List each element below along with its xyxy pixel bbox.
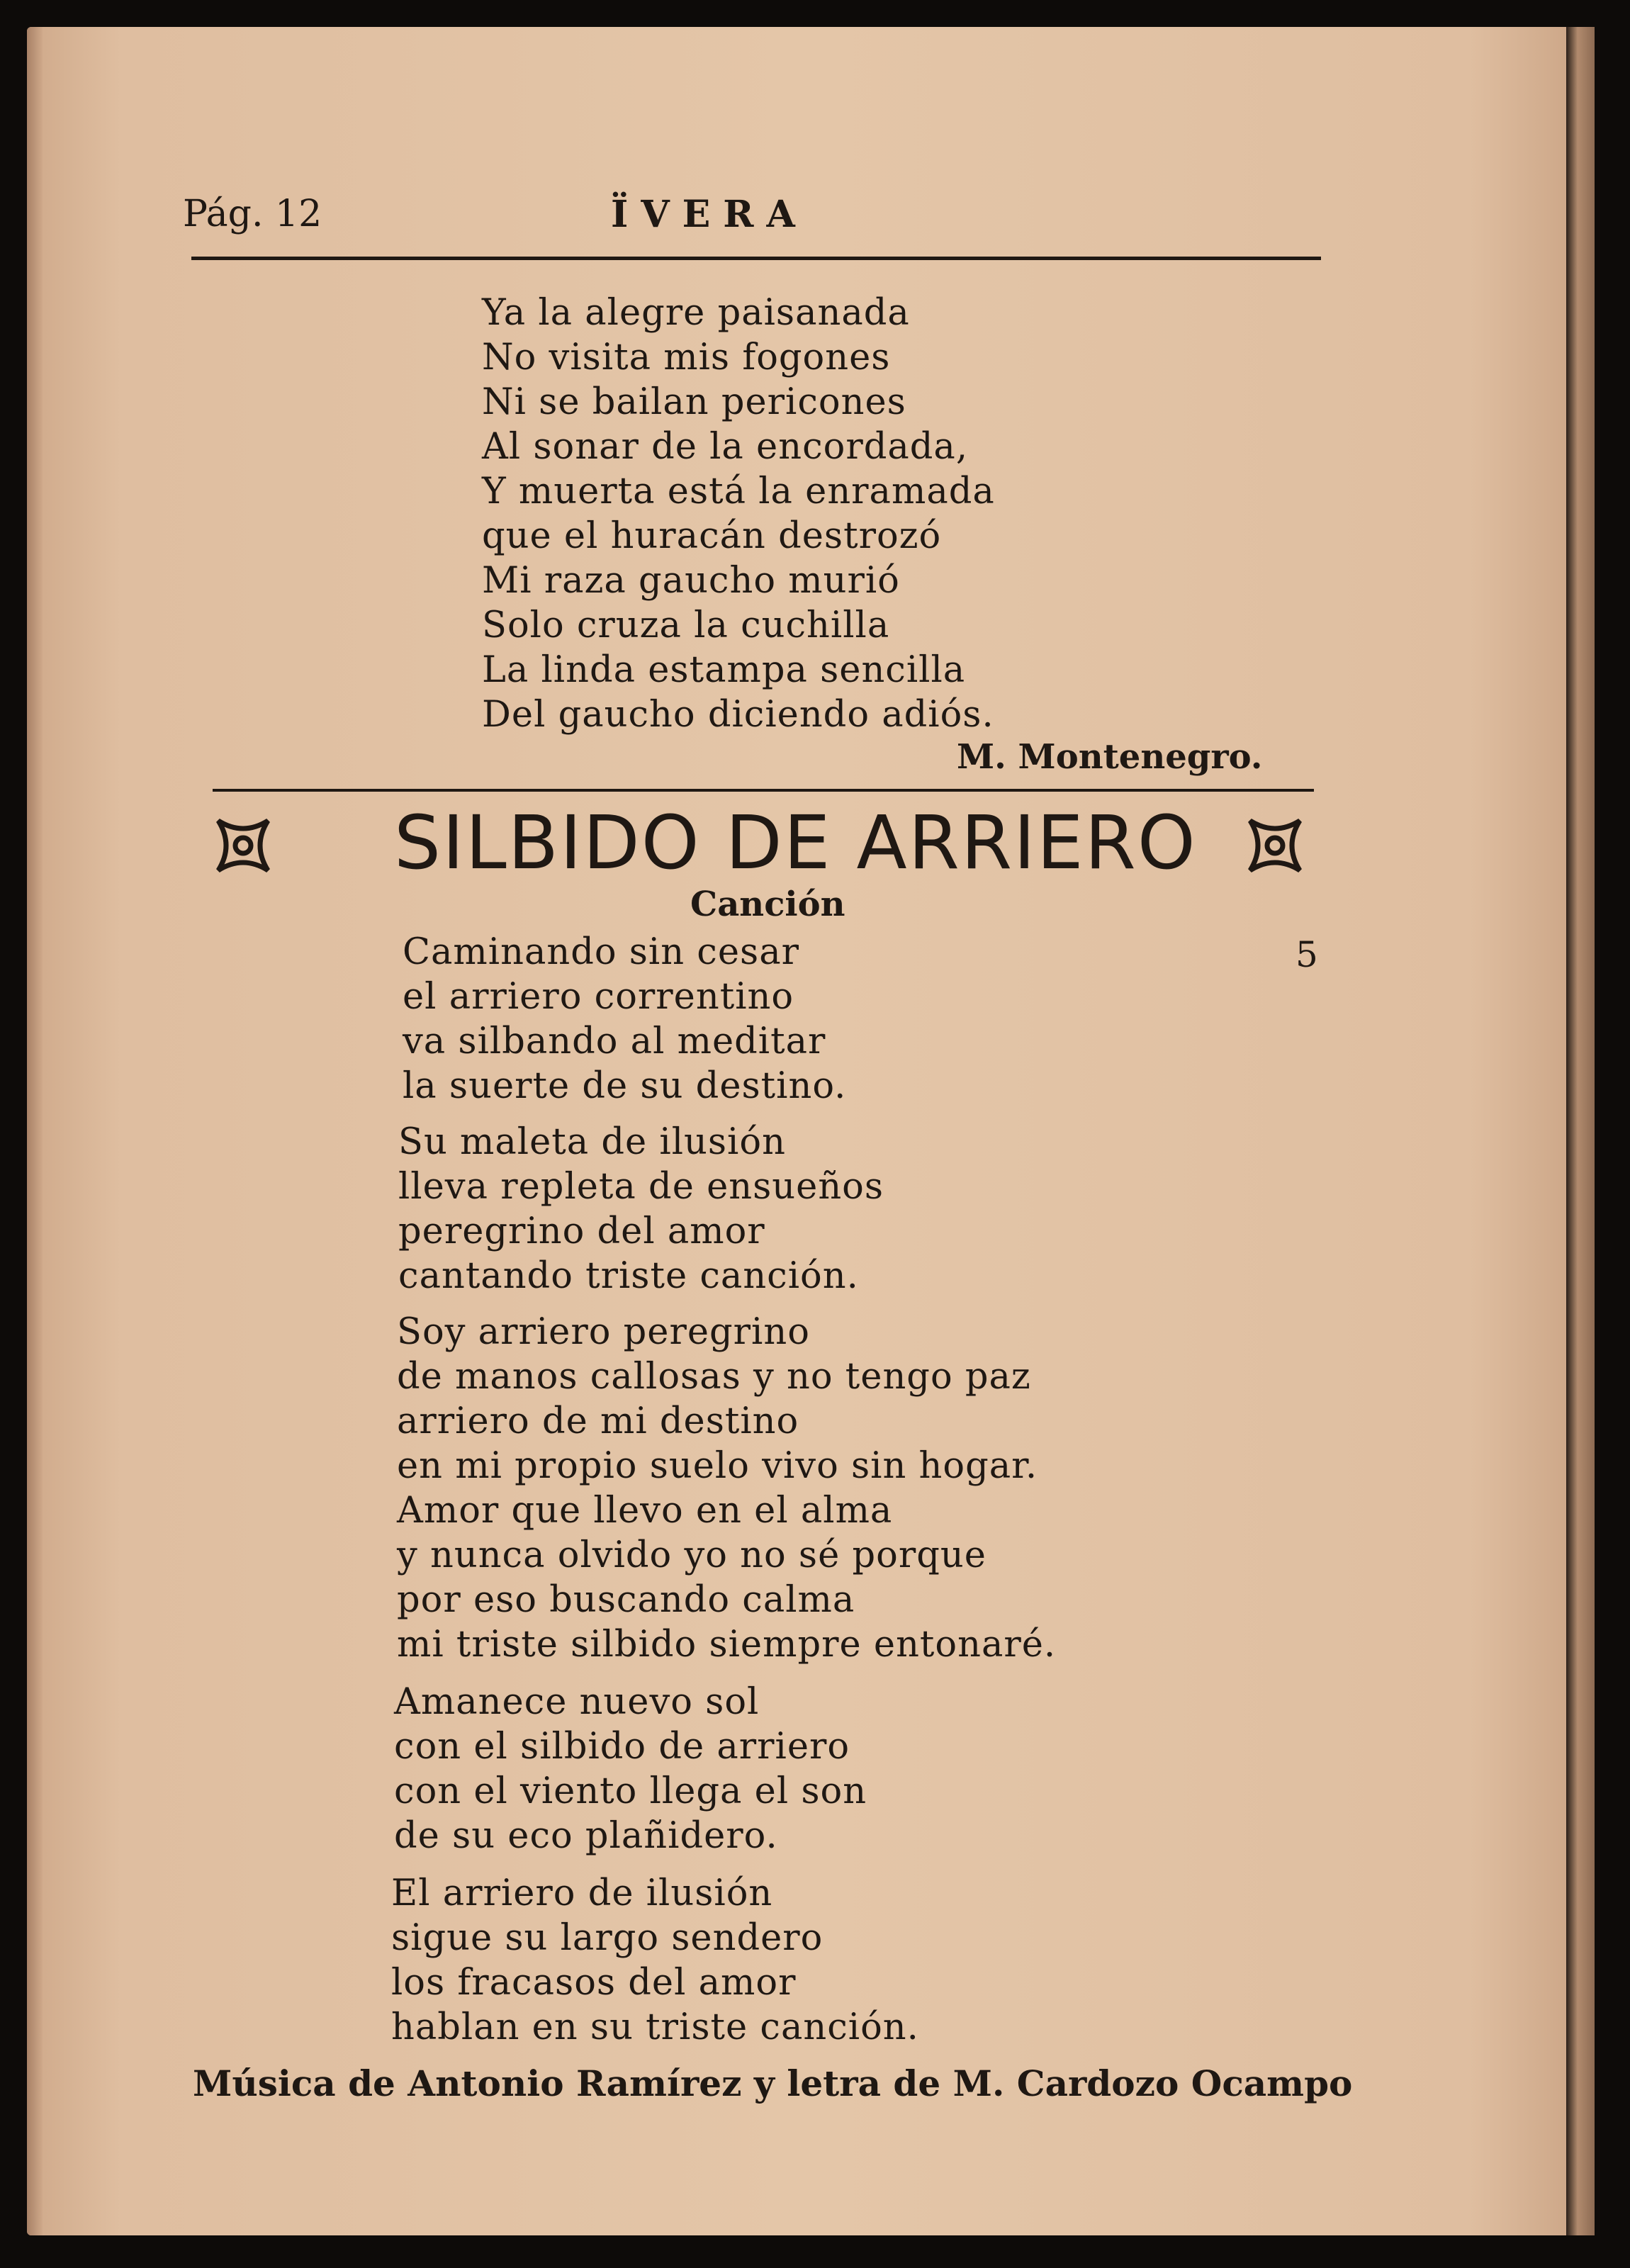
poem-line: Ya la alegre paisanada <box>482 292 910 334</box>
song-line: Amor que llevo en el alma <box>397 1490 893 1532</box>
song-line: hablan en su triste canción. <box>391 2006 919 2048</box>
song-line: Caminando sin cesar <box>403 931 800 973</box>
song-line: Amanece nuevo sol <box>394 1681 760 1723</box>
song-line: la suerte de su destino. <box>403 1065 847 1107</box>
running-title: ÏVERA <box>611 193 808 236</box>
poem-line: Y muerta está la enramada <box>482 471 995 512</box>
page-number: Pág. 12 <box>183 193 322 235</box>
song-stanza <box>398 1120 884 1298</box>
song-line: de manos callosas y no tengo paz <box>397 1356 1031 1398</box>
page-edge <box>1566 27 1595 2235</box>
poem-line: La linda estampa sencilla <box>482 649 966 691</box>
song-title: SILBIDO DE ARRIERO <box>394 799 1197 886</box>
song-line: Su maleta de ilusión <box>398 1121 786 1163</box>
song-line: y nunca olvido yo no sé porque <box>397 1534 987 1576</box>
song-line: cantando triste canción. <box>398 1255 859 1297</box>
song-line: peregrino del amor <box>398 1211 765 1252</box>
song-subtitle: Canción <box>690 885 845 924</box>
song-line: arriero de mi destino <box>397 1400 799 1442</box>
song-line: con el viento llega el son <box>394 1770 867 1812</box>
song-line: mi triste silbido siempre entonaré. <box>397 1624 1057 1666</box>
ornament-icon <box>1243 814 1307 877</box>
song-stanza <box>397 1310 1056 1667</box>
song-line: sigue su largo sendero <box>391 1917 824 1959</box>
song-credits: Música de Antonio Ramírez y letra de M. Cardozo Ocampo <box>193 2062 1353 2104</box>
song-line: lleva repleta de ensueños <box>398 1166 884 1208</box>
ornament-icon <box>211 814 275 877</box>
song-line: el arriero correntino <box>403 976 794 1018</box>
poem-line: que el huracán destrozó <box>482 515 942 557</box>
song-line: con el silbido de arriero <box>394 1726 850 1768</box>
song-line: El arriero de ilusión <box>391 1873 773 1914</box>
song-line: en mi propio suelo vivo sin hogar. <box>397 1445 1038 1487</box>
song-line: los fracasos del amor <box>391 1962 797 2004</box>
verse-number: 5 <box>1295 934 1318 975</box>
song-line: Soy arriero peregrino <box>397 1311 810 1353</box>
song-line: por eso buscando calma <box>397 1579 855 1621</box>
poem-stanza <box>482 291 995 737</box>
header-rule <box>191 257 1321 260</box>
poem-line: Ni se bailan pericones <box>482 381 906 423</box>
song-stanza <box>394 1680 867 1858</box>
poem-line: Solo cruza la cuchilla <box>482 605 890 646</box>
song-stanza <box>391 1871 919 2050</box>
poem-line: Mi raza gaucho murió <box>482 560 900 602</box>
song-line: de su eco plañidero. <box>394 1815 778 1857</box>
poem-line: Al sonar de la encordada, <box>482 426 969 468</box>
poem-author: M. Montenegro. <box>957 737 1263 777</box>
poem-line: Del gaucho diciendo adiós. <box>482 694 994 736</box>
song-line: va silbando al meditar <box>403 1021 826 1062</box>
section-divider <box>213 789 1314 792</box>
song-stanza <box>403 930 846 1108</box>
poem-line: No visita mis fogones <box>482 337 891 378</box>
